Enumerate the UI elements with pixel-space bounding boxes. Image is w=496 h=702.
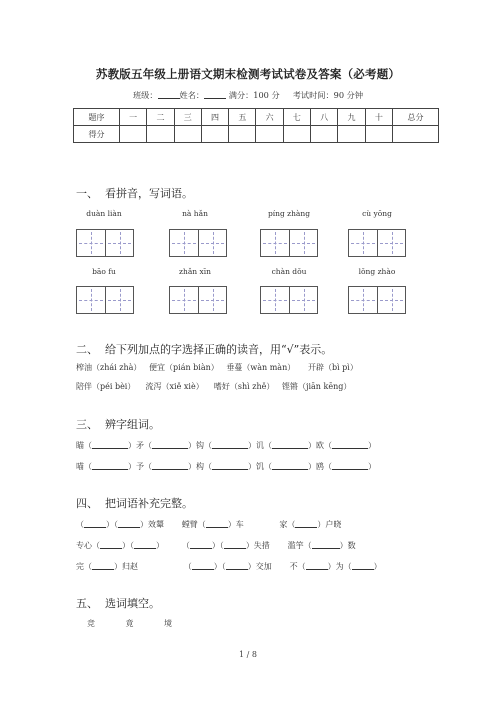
class-blank[interactable] <box>158 90 180 99</box>
score-cell[interactable] <box>393 126 439 143</box>
pinyin-label: nà hǎn <box>182 209 208 218</box>
answer-blank[interactable] <box>118 519 140 528</box>
word-text: ）饥（ <box>248 462 272 471</box>
word-line <box>76 440 376 451</box>
writing-grid[interactable] <box>76 286 134 314</box>
word-text: ） <box>368 441 376 450</box>
writing-grid[interactable] <box>260 286 318 314</box>
answer-blank[interactable] <box>92 461 128 470</box>
idiom-text: ）效颦 <box>140 520 164 529</box>
idiom-text: （ <box>76 520 84 529</box>
writing-grid[interactable] <box>76 229 134 257</box>
header-cell: 七 <box>283 109 310 126</box>
writing-grid[interactable] <box>169 229 227 257</box>
pronunciation-choice[interactable]: 便宜（pián biàn） <box>149 363 219 372</box>
section-5-heading <box>76 595 160 611</box>
section-text: 选词填空。 <box>105 597 160 610</box>
score-cell[interactable] <box>283 126 310 143</box>
section-3-heading <box>76 416 160 432</box>
answer-blank[interactable] <box>312 540 340 549</box>
idiom-text: ）（ <box>122 541 134 550</box>
idiom-text: ） <box>156 541 164 550</box>
header-cell: 一 <box>120 109 147 126</box>
pinyin-label: lǒng zhào <box>358 267 396 276</box>
answer-blank[interactable] <box>212 440 248 449</box>
answer-blank[interactable] <box>332 440 368 449</box>
section-number: 二、 <box>76 343 98 356</box>
score-cell[interactable] <box>311 126 338 143</box>
answer-blank[interactable] <box>152 461 188 470</box>
pronunciation-choice[interactable]: 开辟（bì pì） <box>307 363 358 372</box>
header-cell: 五 <box>229 109 256 126</box>
header-cell: 题序 <box>74 109 120 126</box>
score-cell[interactable] <box>147 126 174 143</box>
pronunciation-choice[interactable]: 嗜好（shì zhě） <box>213 382 275 391</box>
word-text: 瞄（ <box>76 441 92 450</box>
word-text: ）讥（ <box>248 441 272 450</box>
idiom-text: ） <box>373 562 382 571</box>
idiom-line <box>76 540 356 551</box>
section-number: 四、 <box>76 497 98 510</box>
answer-blank[interactable] <box>192 561 214 570</box>
answer-blank[interactable] <box>100 540 122 549</box>
word-choices <box>87 618 172 629</box>
word-choice: 境 <box>164 619 173 628</box>
idiom-text: ）为（ <box>327 562 352 571</box>
pinyin-label: duàn liàn <box>86 209 122 218</box>
score-table-header <box>74 109 439 126</box>
word-text: ）矛（ <box>128 441 152 450</box>
word-text: 喵（ <box>76 462 92 471</box>
score-cell[interactable] <box>256 126 283 143</box>
pronunciation-line <box>76 381 351 392</box>
header-cell: 四 <box>201 109 228 126</box>
class-label: 班级： <box>132 90 158 100</box>
pronunciation-choice[interactable]: 铿锵（jiān kēng） <box>281 382 352 391</box>
word-choice: 竞 <box>87 619 95 628</box>
section-text: 给下列加点的字选择正确的读音，用“√”表示。 <box>105 343 333 356</box>
writing-grid[interactable] <box>260 229 318 257</box>
word-text: ）欧（ <box>308 441 332 450</box>
section-text: 把词语补充完整。 <box>105 497 193 510</box>
row-label: 得分 <box>74 126 120 143</box>
answer-blank[interactable] <box>92 561 114 570</box>
pronunciation-choice[interactable]: 垂蔓（wàn màn） <box>226 363 296 372</box>
section-text: 辨字组词。 <box>105 418 160 431</box>
section-1-heading <box>76 185 193 201</box>
answer-blank[interactable] <box>134 540 156 549</box>
page-number: 1 / 8 <box>239 650 257 659</box>
idiom-text: ）（ <box>106 520 118 529</box>
word-line <box>76 461 376 472</box>
section-4-heading <box>76 495 193 511</box>
answer-blank[interactable] <box>332 461 368 470</box>
idiom-text: ）交加 <box>247 562 272 571</box>
answer-blank[interactable] <box>92 440 128 449</box>
score-cell[interactable] <box>365 126 392 143</box>
exam-time: 考试时间：90 分钟 <box>292 90 364 100</box>
answer-blank[interactable] <box>272 461 308 470</box>
score-cell[interactable] <box>229 126 256 143</box>
pronunciation-choice[interactable]: 陪伴（péi bèi） <box>76 382 136 391</box>
name-label: 姓名： <box>179 90 205 100</box>
score-cell[interactable] <box>338 126 365 143</box>
idiom-text: ）失措 <box>245 541 270 550</box>
idiom-text: （ <box>181 541 190 550</box>
answer-blank[interactable] <box>295 519 317 528</box>
answer-blank[interactable] <box>352 561 374 570</box>
answer-blank[interactable] <box>152 440 188 449</box>
pinyin-label: zhǎn xīn <box>179 267 211 276</box>
idiom-text: 滥竽（ <box>287 541 312 550</box>
answer-blank[interactable] <box>206 519 228 528</box>
answer-blank[interactable] <box>224 540 246 549</box>
pinyin-label: píng zhàng <box>267 209 311 218</box>
answer-blank[interactable] <box>306 561 328 570</box>
idiom-line <box>76 561 382 572</box>
idiom-text: （ <box>183 562 192 571</box>
pinyin-label: chàn dǒu <box>271 267 307 276</box>
section-2-heading <box>76 341 332 357</box>
score-cell[interactable] <box>120 126 147 143</box>
idiom-text: ）车 <box>227 520 244 529</box>
writing-grid[interactable] <box>348 286 406 314</box>
header-cell: 总分 <box>393 109 439 126</box>
full-score: 满分：100 分 <box>228 90 280 100</box>
score-cell[interactable] <box>201 126 228 143</box>
writing-grid[interactable] <box>169 286 227 314</box>
answer-blank[interactable] <box>212 461 248 470</box>
header-cell: 二 <box>147 109 174 126</box>
section-number: 五、 <box>76 597 98 610</box>
pronunciation-choice[interactable]: 流泻（xiě xiè） <box>145 382 204 391</box>
idiom-text: ）数 <box>339 541 356 550</box>
section-text: 看拼音，写词语。 <box>105 187 193 200</box>
pronunciation-choice[interactable]: 榨油（zhái zhà） <box>76 363 142 372</box>
pronunciation-line <box>76 362 358 373</box>
word-text: ） <box>368 462 376 471</box>
idiom-text: 螳臂（ <box>181 520 206 529</box>
word-text: ）鸥（ <box>308 462 332 471</box>
idiom-text: ）归赵 <box>114 562 138 571</box>
idiom-text: ）（ <box>213 562 226 571</box>
header-cell: 八 <box>311 109 338 126</box>
exam-info <box>0 90 496 101</box>
answer-blank[interactable] <box>84 519 106 528</box>
word-text: ）予（ <box>128 462 152 471</box>
section-number: 一、 <box>76 187 98 200</box>
score-table <box>73 108 439 143</box>
answer-blank[interactable] <box>190 540 212 549</box>
header-cell: 六 <box>256 109 283 126</box>
answer-blank[interactable] <box>272 440 308 449</box>
document-title: 苏教版五年级上册语文期末检测考试试卷及答案（必考题） <box>95 67 401 81</box>
score-cell[interactable] <box>174 126 201 143</box>
section-number: 三、 <box>76 418 98 431</box>
name-blank[interactable] <box>204 90 226 99</box>
pinyin-label: bāo fu <box>92 267 116 276</box>
idiom-line <box>76 519 341 530</box>
word-choice: 竟 <box>125 619 134 628</box>
idiom-text: 专心（ <box>76 541 100 550</box>
answer-blank[interactable] <box>226 561 248 570</box>
pinyin-label: cù yōng <box>362 209 392 218</box>
score-table-row <box>74 126 439 143</box>
idiom-text: ）户晓 <box>317 520 342 529</box>
header-cell: 三 <box>174 109 201 126</box>
idiom-text: ）（ <box>211 541 224 550</box>
idiom-text: 不（ <box>289 562 306 571</box>
header-cell: 九 <box>338 109 365 126</box>
writing-grid[interactable] <box>348 229 406 257</box>
word-text: ）构（ <box>188 462 212 471</box>
idiom-text: 家（ <box>279 520 296 529</box>
idiom-text: 完（ <box>76 562 92 571</box>
header-cell: 十 <box>365 109 392 126</box>
word-text: ）钩（ <box>188 441 212 450</box>
